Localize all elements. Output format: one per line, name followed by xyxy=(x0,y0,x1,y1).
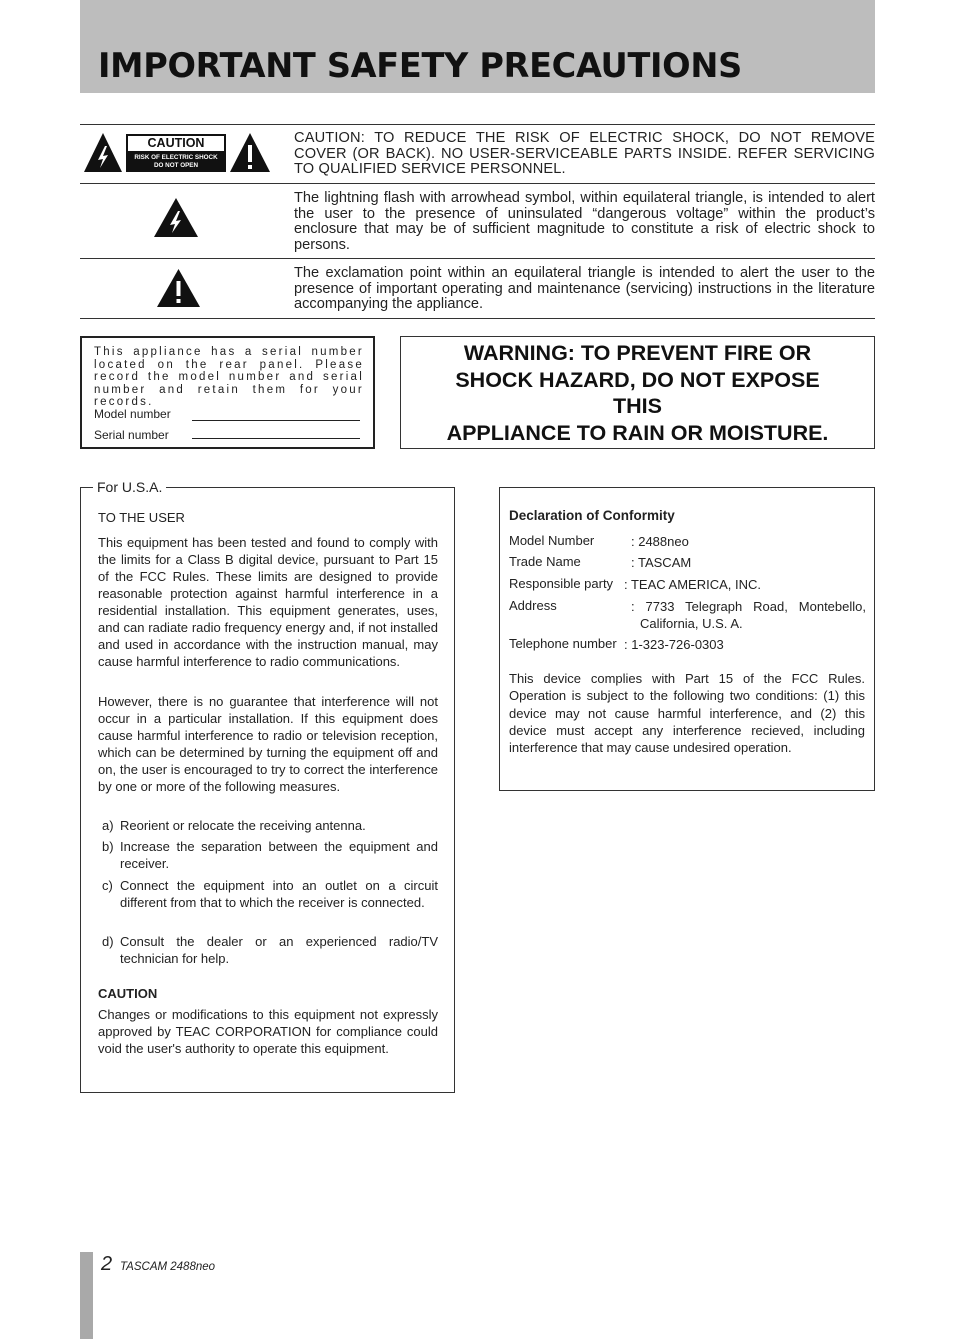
declaration-box xyxy=(499,487,875,791)
list-item xyxy=(98,817,438,834)
responsible-party-value: : TEAC AMERICA, INC. xyxy=(624,577,762,592)
caution-label-line1: RISK OF ELECTRIC SHOCK xyxy=(134,154,218,161)
list-item-marker: a) xyxy=(102,818,114,833)
model-number-line xyxy=(192,420,360,421)
caution-label xyxy=(82,131,272,173)
list-item-text: Connect the equipment into an outlet on a circuit different from that to which the receiver is connected. xyxy=(120,878,438,910)
fcc-caution-text: Changes or modifications to this equipment not expressly approved by TEAC CORPORATION for compliance could void the user's authority to operate this equipment. xyxy=(98,1007,438,1056)
exclamation-description: The exclamation point within an equilateral triangle is intended to alert the user to the presence of important operating and maintenance (servicing) instructions in the literature accompanying the appliance. xyxy=(294,265,875,313)
list-item-marker: c) xyxy=(102,878,113,893)
list-item xyxy=(98,877,438,928)
serial-number-label: Serial number xyxy=(94,428,169,442)
footer-product-name: TASCAM 2488neo xyxy=(120,1261,216,1273)
lightning-triangle-icon xyxy=(153,197,199,238)
address-key: Address xyxy=(509,598,557,613)
fcc-legend: For U.S.A. xyxy=(93,479,166,495)
list-item-text: Consult the dealer or an experienced radio/TV technician for help. xyxy=(120,934,438,966)
fcc-caution-heading: CAUTION xyxy=(98,986,158,1001)
warning-text xyxy=(401,340,874,446)
exclamation-triangle-icon xyxy=(156,268,201,308)
table-rule-bottom xyxy=(80,318,875,319)
fcc-notice-box xyxy=(80,487,455,1093)
list-item-marker: d) xyxy=(102,934,114,949)
warning-line-4: APPLIANCE TO RAIN OR MOISTURE. xyxy=(446,420,829,445)
list-item-text: Increase the separation between the equipment and receiver. xyxy=(120,839,438,871)
page-number: 2 xyxy=(101,1253,113,1275)
list-item xyxy=(98,838,438,872)
serial-number-line xyxy=(192,438,360,439)
model-number-label: Model number xyxy=(94,407,171,421)
trade-name-key: Trade Name xyxy=(509,554,581,569)
page-title: IMPORTANT SAFETY PRECAUTIONS xyxy=(98,46,742,85)
fcc-heading: TO THE USER xyxy=(98,510,185,525)
list-item-marker: b) xyxy=(102,839,114,854)
warning-box xyxy=(400,336,875,449)
serial-number-box xyxy=(80,336,375,449)
table-rule-2 xyxy=(80,258,875,259)
warning-line-1: WARNING: TO PREVENT FIRE OR xyxy=(463,341,812,365)
table-rule-1 xyxy=(80,183,875,184)
list-item-text: Reorient or relocate the receiving antenna. xyxy=(120,818,366,833)
footer-bar xyxy=(80,1252,93,1339)
warning-line-3: THIS xyxy=(613,394,662,418)
model-number-key: Model Number xyxy=(509,533,595,548)
trade-name-value: : TASCAM xyxy=(631,555,692,570)
lightning-description: The lightning flash with arrowhead symbol, within equilateral triangle, is intended to alert the user to the presence of uninsulated “dangerous voltage” within the product’s enclosure that may be of sufficient magnitude to constitute a risk of electric shock to persons. xyxy=(294,190,875,254)
declaration-title: Declaration of Conformity xyxy=(509,508,675,523)
caution-label-line2: DO NOT OPEN xyxy=(153,162,199,169)
compliance-statement: This device complies with Part 15 of the FCC Rules. Operation is subject to the following two conditions: (1) this device may not cause harmful interference, and (2) this device must accept any interference recieved, including interference that may cause undesired operation. xyxy=(509,671,865,756)
serial-number-note: This appliance has a serial number located on the rear panel. Please record the model number and serial number and retain them for your records. xyxy=(94,346,364,408)
address-value: : 7733 Telegraph Road, Montebello, California, U.S. A. xyxy=(631,599,866,631)
caution-label-title: CAUTION xyxy=(147,136,205,150)
warning-line-2: SHOCK HAZARD, DO NOT EXPOSE xyxy=(455,367,820,392)
header-banner xyxy=(80,0,875,93)
model-number-value: : 2488neo xyxy=(631,534,689,549)
fcc-paragraph-2: However, there is no guarantee that interference will not occur in a particular installation. If this equipment does cause harmful interference to radio or television reception, which can be determined by turning the equipment off and on, the user is encouraged to try to correct the interference by one or more of the following measures. xyxy=(98,694,438,794)
caution-statement: CAUTION: TO REDUCE THE RISK OF ELECTRIC SHOCK, DO NOT REMOVE COVER (OR BACK). NO USER-SERVICEABLE PARTS INSIDE. REFER SERVICING TO QUALIFIED SERVICE PERSONNEL. xyxy=(294,130,875,178)
telephone-value: : 1-323-726-0303 xyxy=(624,637,724,652)
list-item xyxy=(98,933,438,967)
fcc-paragraph-1: This equipment has been tested and found to comply with the limits for a Class B digital device, pursuant to Part 15 of the FCC Rules. These limits are designed to provide reasonable protection against harmful interference in a residential installation. This equipment generates, uses, and can radiate radio frequency energy and, if not installed and used in accordance with the instruction manual, may cause harmful interference to radio communications. xyxy=(98,535,438,669)
telephone-key: Telephone number xyxy=(509,636,617,651)
responsible-party-key: Responsible party xyxy=(509,576,614,591)
table-rule-top xyxy=(80,124,875,125)
